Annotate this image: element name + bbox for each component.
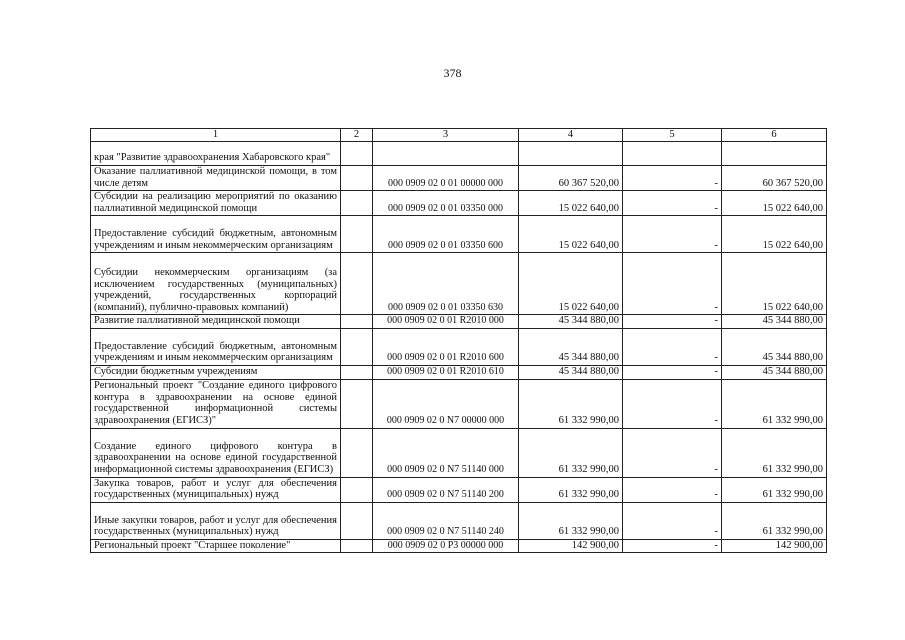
row-code: 000 0909 02 0 01 R2010 000 (373, 315, 519, 329)
row-change: - (623, 365, 722, 379)
row-name: Иные закупки товаров, работ и услуг для обеспечения государственных (муниципальных) нужд (91, 502, 341, 539)
row-change: - (623, 428, 722, 477)
row-change: - (623, 216, 722, 253)
row-total: 60 367 520,00 (722, 166, 827, 191)
row-name: Закупка товаров, работ и услуг для обеспечения государственных (муниципальных) нужд (91, 477, 341, 502)
table-row (91, 315, 827, 329)
row-plan: 60 367 520,00 (519, 166, 623, 191)
row-name: Предоставление субсидий бюджетным, автономным учреждениям и иным некоммерческим организациям (91, 328, 341, 365)
row-name: Предоставление субсидий бюджетным, автономным учреждениям и иным некоммерческим организациям (91, 216, 341, 253)
row-total: 61 332 990,00 (722, 477, 827, 502)
row-plan: 61 332 990,00 (519, 379, 623, 428)
row-name: края "Развитие здравоохранения Хабаровского края" (91, 142, 341, 166)
row-total: 45 344 880,00 (722, 315, 827, 329)
table-row (91, 216, 827, 253)
row-total: 15 022 640,00 (722, 191, 827, 216)
row-plan: 45 344 880,00 (519, 328, 623, 365)
budget-table (90, 128, 827, 553)
row-plan: 61 332 990,00 (519, 428, 623, 477)
row-plan: 61 332 990,00 (519, 477, 623, 502)
row-total (722, 142, 827, 166)
table-row (91, 253, 827, 315)
table-row (91, 428, 827, 477)
row-total: 15 022 640,00 (722, 216, 827, 253)
row-name: Субсидии бюджетным учреждениям (91, 365, 341, 379)
row-plan: 15 022 640,00 (519, 191, 623, 216)
row-change: - (623, 328, 722, 365)
row-plan: 45 344 880,00 (519, 315, 623, 329)
row-name: Субсидии некоммерческим организациям (за исключением государственных (муниципальных) учреждений, государственных корпораций (компаний), публично-правовых компаний) (91, 253, 341, 315)
column-header: 3 (373, 129, 519, 142)
row-name: Оказание паллиативной медицинской помощи, в том числе детям (91, 166, 341, 191)
row-plan: 142 900,00 (519, 539, 623, 553)
row-code: 000 0909 02 0 01 03350 630 (373, 253, 519, 315)
row-plan (519, 142, 623, 166)
table-row (91, 365, 827, 379)
row-total: 15 022 640,00 (722, 253, 827, 315)
row-change: - (623, 191, 722, 216)
row-code: 000 0909 02 0 N7 51140 000 (373, 428, 519, 477)
row-total: 142 900,00 (722, 539, 827, 553)
row-total: 61 332 990,00 (722, 428, 827, 477)
table-row (91, 328, 827, 365)
row-change: - (623, 502, 722, 539)
table-row (91, 502, 827, 539)
row-change: - (623, 253, 722, 315)
table-row (91, 166, 827, 191)
row-change: - (623, 539, 722, 553)
table-row (91, 191, 827, 216)
row-total: 45 344 880,00 (722, 365, 827, 379)
row-total: 45 344 880,00 (722, 328, 827, 365)
column-header: 5 (623, 129, 722, 142)
column-header: 4 (519, 129, 623, 142)
table-row (91, 477, 827, 502)
row-code: 000 0909 02 0 N7 00000 000 (373, 379, 519, 428)
row-code: 000 0909 02 0 01 03350 000 (373, 191, 519, 216)
row-code: 000 0909 02 0 01 00000 000 (373, 166, 519, 191)
row-code (373, 142, 519, 166)
row-code: 000 0909 02 0 01 R2010 610 (373, 365, 519, 379)
row-plan: 15 022 640,00 (519, 253, 623, 315)
row-plan: 61 332 990,00 (519, 502, 623, 539)
row-total: 61 332 990,00 (722, 379, 827, 428)
row-plan: 45 344 880,00 (519, 365, 623, 379)
table-row (91, 539, 827, 553)
row-name: Региональный проект "Старшее поколение" (91, 539, 341, 553)
row-change: - (623, 315, 722, 329)
row-code: 000 0909 02 0 01 R2010 600 (373, 328, 519, 365)
page-number: 378 (443, 66, 462, 80)
row-change: - (623, 379, 722, 428)
column-header: 6 (722, 129, 827, 142)
table-row (91, 142, 827, 166)
row-plan: 15 022 640,00 (519, 216, 623, 253)
table-row (91, 379, 827, 428)
row-code: 000 0909 02 0 N7 51140 200 (373, 477, 519, 502)
row-total: 61 332 990,00 (722, 502, 827, 539)
table-header-row (91, 129, 827, 142)
column-header: 2 (341, 129, 373, 142)
row-name: Региональный проект "Создание единого цифрового контура в здравоохранении на основе единой государственной информационной системы здравоохранения (ЕГИСЗ)" (91, 379, 341, 428)
row-code: 000 0909 02 0 N7 51140 240 (373, 502, 519, 539)
column-header: 1 (91, 129, 341, 142)
row-name: Создание единого цифрового контура в здравоохранении на основе единой государственной информационной системы здравоохранения (ЕГИСЗ) (91, 428, 341, 477)
row-change: - (623, 477, 722, 502)
row-change (623, 142, 722, 166)
row-code: 000 0909 02 0 P3 00000 000 (373, 539, 519, 553)
row-name: Субсидии на реализацию мероприятий по оказанию паллиативной медицинской помощи (91, 191, 341, 216)
row-change: - (623, 166, 722, 191)
row-code: 000 0909 02 0 01 03350 600 (373, 216, 519, 253)
row-name: Развитие паллиативной медицинской помощи (91, 315, 341, 329)
